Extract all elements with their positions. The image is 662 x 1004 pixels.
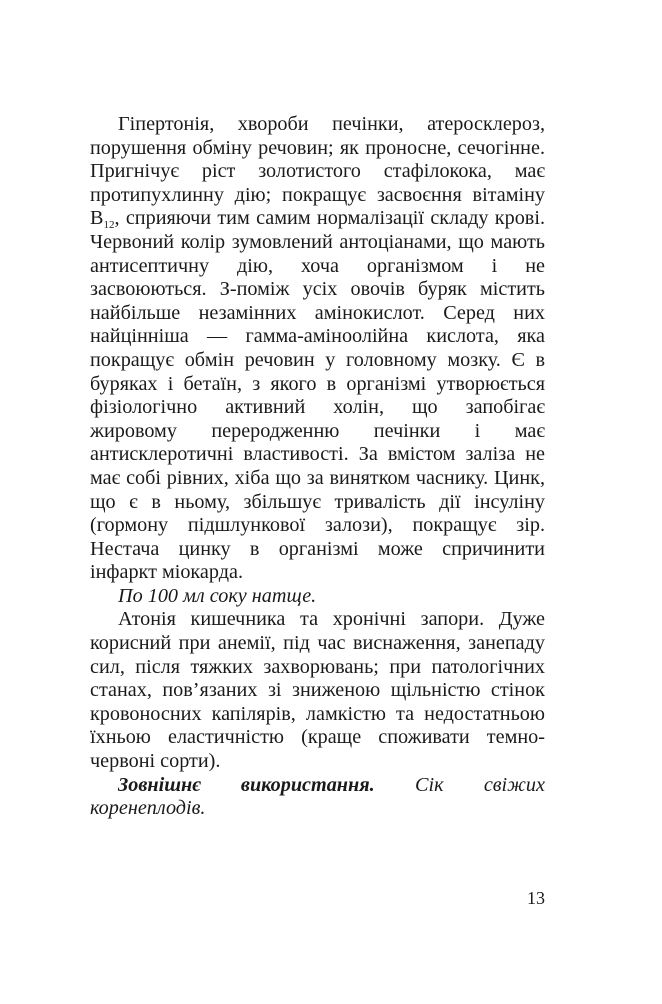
external-use-paragraph: [90, 774, 545, 821]
external-use-text: Сік свіжих коренеплодів.: [90, 773, 545, 820]
page-number: 13: [527, 888, 545, 908]
paragraph-indications-part-2: , сприяючи тим самим нормалізації складу крові. Червоний колір зумовлений антоціанами, що мають антисептичну дію, хоча організмом і не засвоюються. З-поміж усіх овочів буряк містить найбільше незамінних амінокислот. Серед них найцінніша — гамма-аміноолійна кислота, яка покращує обмін речовин у головному мозку. Є в буряках і бетаїн, з якого в організмі утворюється фізіологічно активний холін, що запобігає жировому переродженню печінки і має антисклеротичні властивості. За вмістом заліза не має собі рівних, хіба що за винятком часнику. Цинк, що є в ньому, збільшує тривалість дії інсуліну (гормону підшлункової залози), покращує зір. Нестача цинку в організмі може спричинити інфаркт міокарда.: [90, 207, 545, 584]
body-text: [90, 113, 545, 821]
dosage-line: По 100 мл соку натще.: [118, 584, 317, 607]
vitamin-subscript: 12: [103, 219, 115, 232]
paragraph-indications-2: Атонія кишечника та хронічні запори. Дуже корисний при анемії, під час виснаження, занепаду сил, після тяжких захворювань; при патологічних станах, пов’язаних зі зниженою щільністю стінок кровоносних капілярів, ламкістю та недостатньою їхньою еластичністю (краще споживати темно-червоні сорти).: [90, 608, 545, 773]
paragraph-indications: [90, 113, 545, 585]
paragraph-indications-part-1: Гіпертонія, хвороби печінки, атеросклероз, порушення обміну речовин; як проносне, сечогінне. Пригнічує ріст золотистого стафілокока, має протипухлинну дію; покращує засвоєння вітаміну В: [90, 113, 545, 230]
external-use-heading: Зовнішнє використання.: [118, 773, 375, 796]
